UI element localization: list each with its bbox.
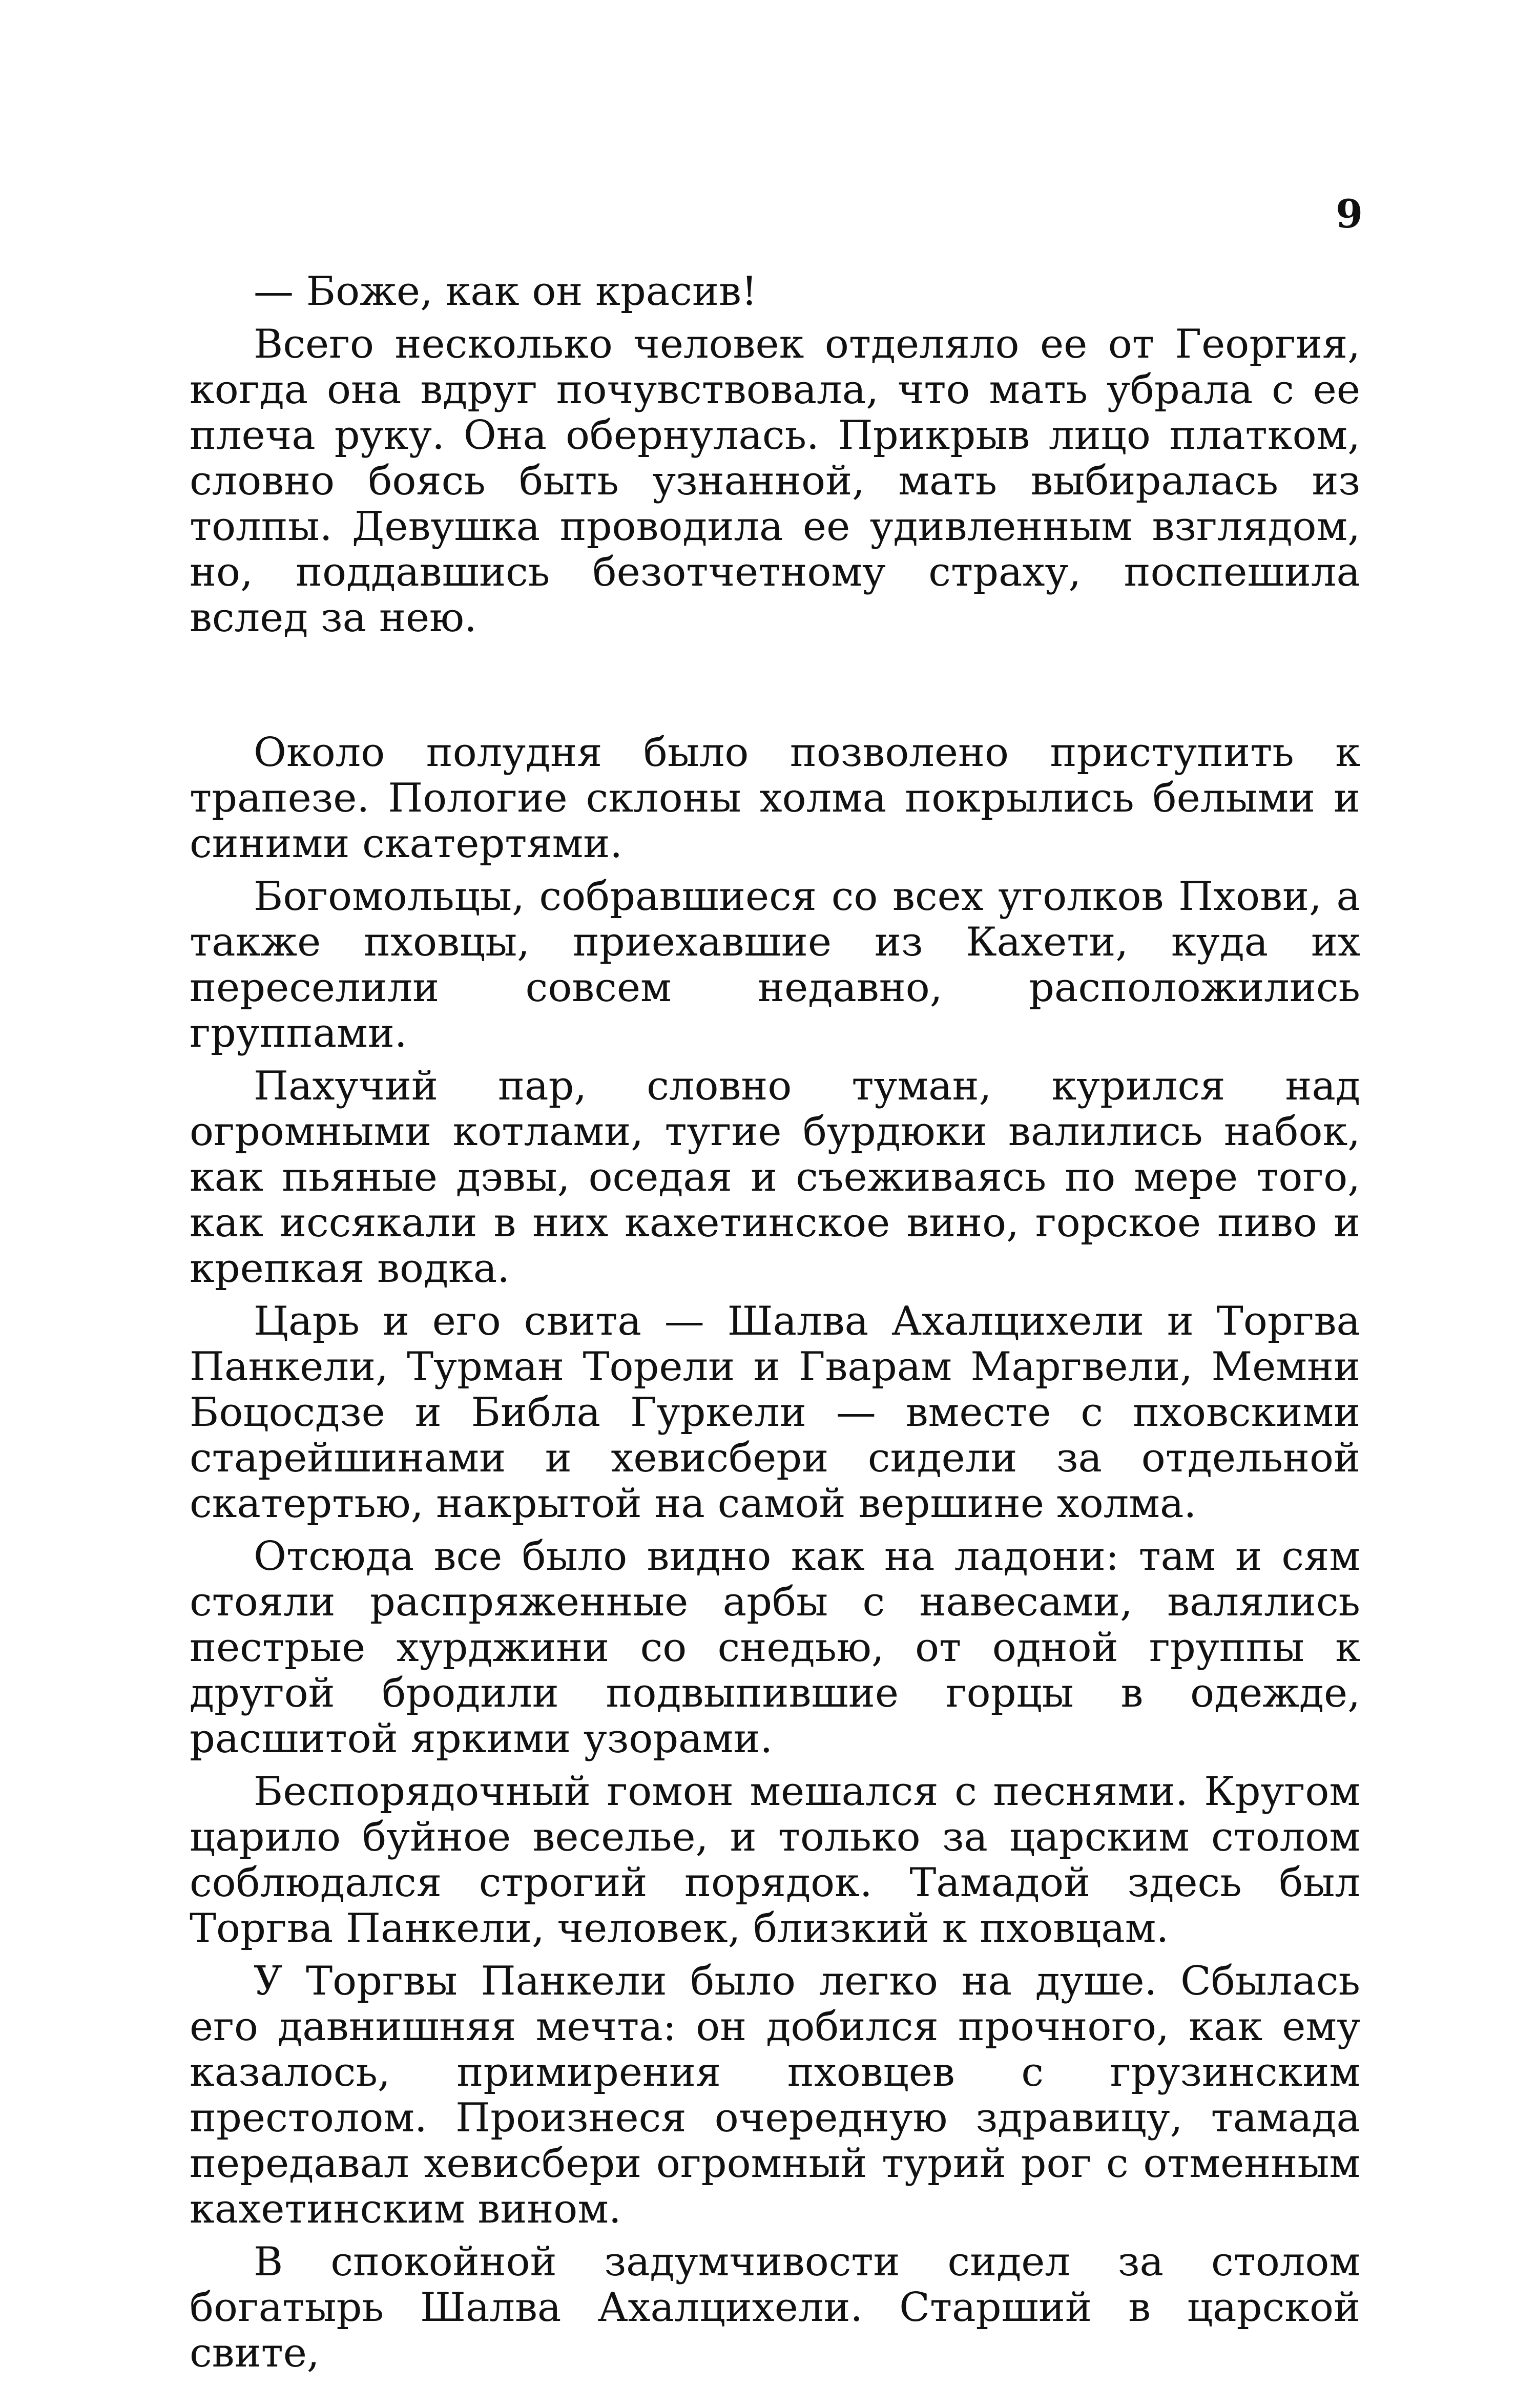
- paragraph: У Торгвы Панкели было легко на душе. Сбылась его давнишняя мечта: он добился прочного, как ему казалось, примирения пховцев с грузинским престолом. Произнеся очередную здравицу, тамада передавал хевисбери огромный турий рог с отменным кахетинским вином.: [190, 1958, 1360, 2232]
- paragraph: Пахучий пар, словно туман, курился над огромными котлами, тугие бурдюки валились набок, как пьяные дэвы, оседая и съеживаясь по мере того, как иссякали в них кахетинское вино, горское пиво и крепкая водка.: [190, 1063, 1360, 1292]
- paragraph: Богомольцы, собравшиеся со всех уголков Пхови, а также пховцы, приехавшие из Кахети, куда их переселили совсем недавно, расположились группами.: [190, 874, 1360, 1056]
- paragraph: В спокойной задумчивости сидел за столом богатырь Шалва Ахалцихели. Старший в царской свите,: [190, 2239, 1360, 2376]
- paragraph: Отсюда все было видно как на ладони: там и сям стояли распряженные арбы с навесами, валялись пестрые хурджини со снедью, от одной группы к другой бродили подвыпившие горцы в одежде, расшитой яркими узорами.: [190, 1533, 1360, 1762]
- paragraph: Около полудня было позволено приступить к трапезе. Пологие склоны холма покрылись белыми и синими скатертями.: [190, 730, 1360, 867]
- text-section-one: [190, 269, 1360, 648]
- paragraph: — Боже, как он красив!: [254, 268, 758, 315]
- paragraph: Беспорядочный гомон мешался с песнями. Кругом царило буйное веселье, и только за царским столом соблюдался строгий порядок. Тамадой здесь был Торгва Панкели, человек, близкий к пховцам.: [190, 1769, 1360, 1952]
- paragraph: Царь и его свита — Шалва Ахалцихели и Торгва Панкели, Турман Торели и Гварам Маргвели, Мемни Боцосдзе и Библа Гуркели — вместе с пховскими старейшинами и хевисбери сидели за отдельной скатертью, накрытой на самой вершине холма.: [190, 1298, 1360, 1527]
- page-number: 9: [1336, 191, 1363, 237]
- paragraph: Всего несколько человек отделяло ее от Георгия, когда она вдруг почувствовала, что мать убрала с ее плеча руку. Она обернулась. Прикрыв лицо платком, словно боясь быть узнанной, мать выбиралась из толпы. Девушка проводила ее удивленным взглядом, но, поддавшись безотчетному страху, поспешила вслед за нею.: [190, 321, 1360, 641]
- text-section-two: [190, 730, 1360, 2383]
